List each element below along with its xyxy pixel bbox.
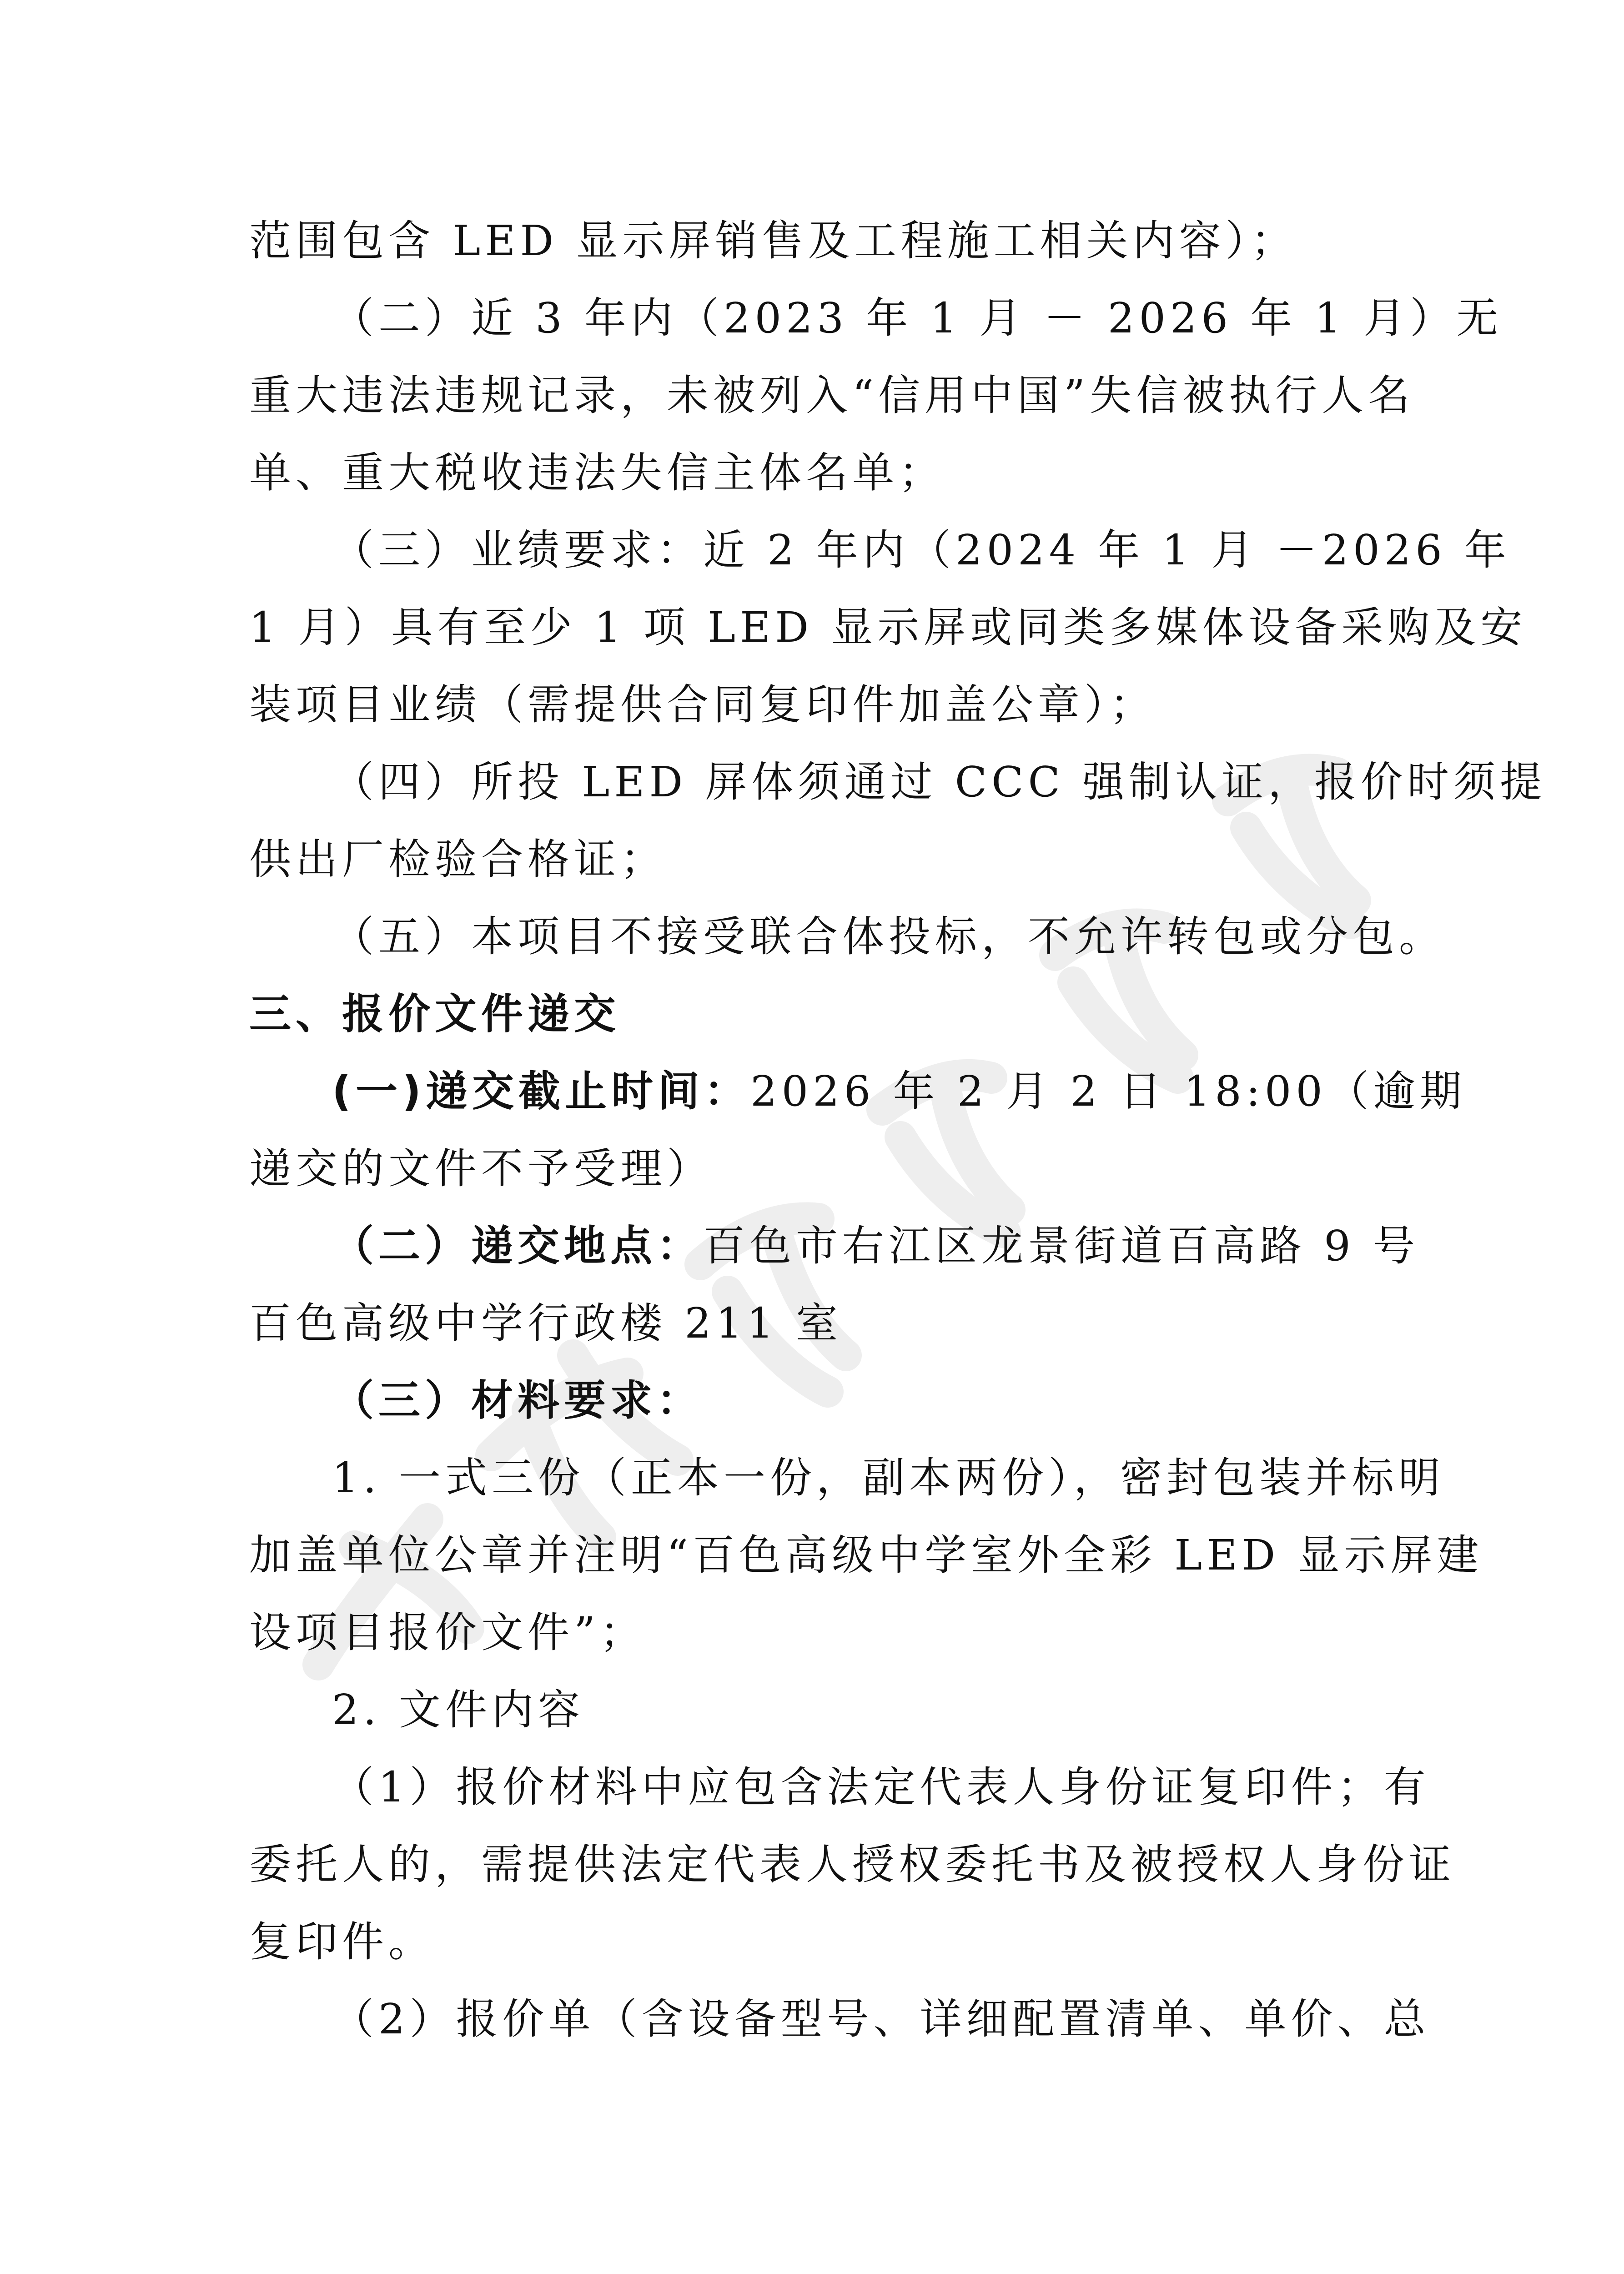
text-line: （2）报价单（含设备型号、详细配置清单、单价、总 [332,1995,1430,2043]
text-line: 设项目报价文件”； [249,1608,647,1657]
text-line: 递交的文件不予受理） [249,1144,714,1193]
text-line: （五）本项目不接受联合体投标，不允许转包或分包。 [332,912,1446,961]
text-line [332,1064,1466,1119]
text-line: 委托人的，需提供法定代表人授权委托书及被授权人身份证 [249,1840,1456,1889]
text-line [332,1219,1420,1273]
text-line: 加盖单位公章并注明“百色高级中学室外全彩 LED 显示屏建 [249,1531,1483,1580]
text-line: 重大违法违规记录，未被列入“信用中国”失信被执行人名 [249,371,1415,420]
label-deadline: (一)递交截止时间： [332,1067,751,1116]
text-line: 范围包含 LED 显示屏销售及工程施工相关内容）； [249,216,1297,265]
label-materials: （三）材料要求： [332,1376,704,1425]
section-heading: 三、报价文件递交 [249,990,621,1038]
text-line: （二）近 3 年内（2023 年 1 月 － 2026 年 1 月）无 [332,294,1503,342]
text-line: 1. 一式三份（正本一份，副本两份），密封包装并标明 [332,1454,1445,1502]
text-line: 复印件。 [249,1917,435,1966]
text-line: 百色高级中学行政楼 211 室 [249,1299,843,1348]
text-line: 1 月）具有至少 1 项 LED 显示屏或同类多媒体设备采购及安 [249,603,1527,652]
text-line: （四）所投 LED 屏体须通过 CCC 强制认证，报价时须提 [332,758,1547,806]
location-value: 百色市右江区龙景街道百高路 9 号 [703,1222,1420,1270]
label-location: （二）递交地点： [332,1222,704,1270]
text-line: 装项目业绩（需提供合同复印件加盖公章）； [249,680,1156,729]
deadline-value: 2026 年 2 月 2 日 18:00（逾期 [750,1067,1466,1116]
text-line: 单、重大税收违法失信主体名单； [249,448,945,497]
text-line: （1）报价材料中应包含法定代表人身份证复印件；有 [332,1763,1430,1811]
text-line: （三）业绩要求：近 2 年内（2024 年 1 月 －2026 年 [332,526,1511,574]
text-line: 2. 文件内容 [332,1685,585,1734]
text-line: 供出厂检验合格证； [249,835,667,884]
